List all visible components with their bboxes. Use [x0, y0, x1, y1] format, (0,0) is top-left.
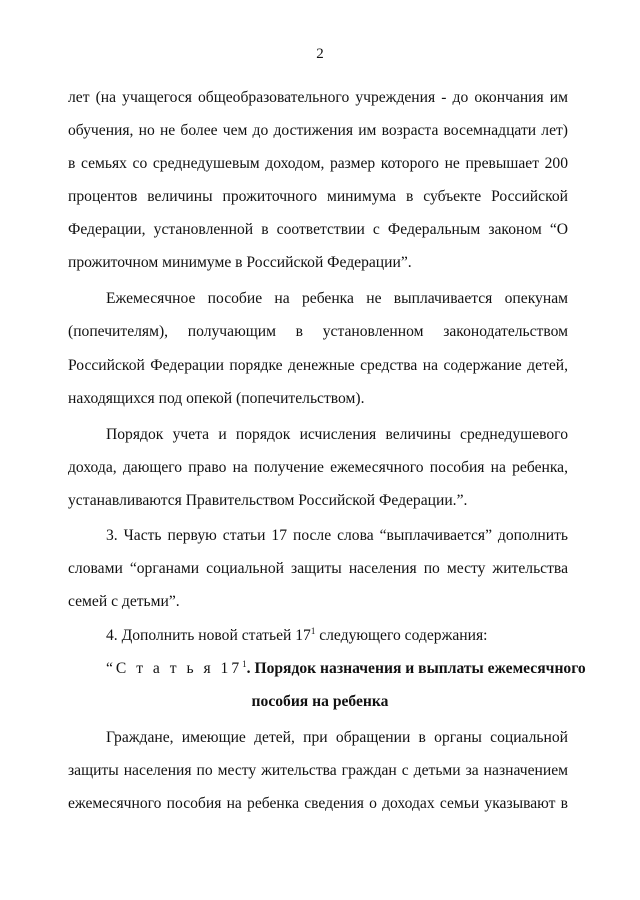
article-title-continued: пособия на ребенка [251, 693, 389, 710]
paragraph-first-line [106, 626, 568, 646]
text-line: Российской Федерации порядке денежные средства на содержание детей, [68, 357, 568, 374]
text-line: прожиточном минимуме в Российской Федерации”. [68, 254, 412, 271]
article-title: . Порядок назначения и выплаты ежемесячного [246, 660, 586, 677]
text-line: (попечителям), получающим в установленном законодательством [68, 323, 568, 340]
text-line: процентов величины прожиточного минимума в субъекте Российской [68, 188, 568, 205]
text-line: семей с детьми”. [68, 593, 180, 610]
text-line: в семьях со среднедушевым доходом, размер которого не превышает 200 [68, 155, 568, 172]
text-line: защиты населения по месту жительства граждан с детьми за назначением [68, 762, 568, 779]
superscript: 1 [310, 626, 316, 636]
superscript: 1 [242, 659, 247, 669]
paragraph-first-line: 3. Часть первую статьи 17 после слова “выплачивается” дополнить [106, 527, 568, 544]
text-line: ежемесячного пособия на ребенка сведения о доходах семьи указывают в [68, 795, 568, 812]
amendment-text-tail: следующего содержания: [315, 627, 488, 644]
text-line: дохода, дающего право на получение ежемесячного пособия на ребенка, [68, 459, 568, 476]
article-heading [106, 659, 586, 679]
text-line: устанавливаются Правительством Российской Федерации.”. [68, 492, 468, 509]
paragraph-first-line: Порядок учета и порядок исчисления величины среднедушевого [106, 426, 568, 443]
text-line: находящихся под опекой (попечительством). [68, 390, 365, 407]
amendment-text: 4. Дополнить новой статьей 17 [106, 627, 311, 644]
text-line: обучения, но не более чем до достижения им возраста восемнадцати лет) [68, 122, 568, 139]
page-number: 2 [316, 46, 324, 62]
article-label: “С т а т ь я 17 [106, 660, 243, 677]
paragraph-first-line: Граждане, имеющие детей, при обращении в органы социальной [106, 729, 568, 746]
text-line: лет (на учащегося общеобразовательного учреждения - до окончания им [68, 89, 568, 106]
text-line: словами “органами социальной защиты населения по месту жительства [68, 560, 568, 577]
paragraph-first-line: Ежемесячное пособие на ребенка не выплачивается опекунам [106, 290, 568, 307]
text-line: Федерации, установленной в соответствии с Федеральным законом “О [68, 221, 568, 238]
